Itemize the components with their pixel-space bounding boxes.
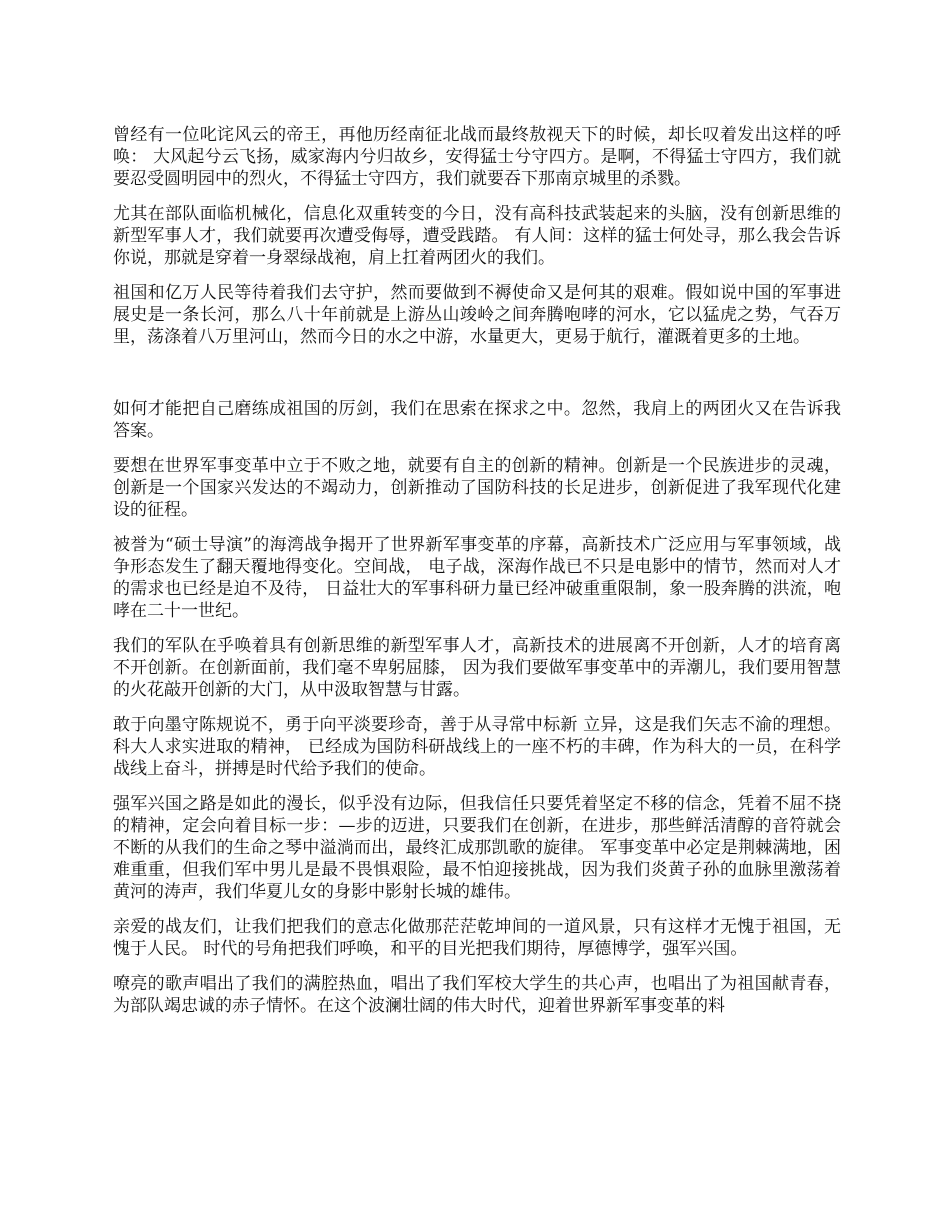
paragraph-4: 如何才能把自己磨练成祖国的厉剑，我们在思索在探求之中。忽然，我肩上的两团火又在告诉我答案。 [113, 399, 841, 441]
paragraph-10: 亲爱的战友们，让我们把我们的意志化做那茫茫乾坤间的一道风景，只有这样才无愧于祖国，无愧于人民。 时代的号角把我们呼唤，和平的目光把我们期待，厚德博学，强军兴国。 [113, 917, 841, 959]
paragraph-6: 被誉为“硕士导演”的海湾战争揭开了世界新军事变革的序幕，高新技术广泛应用与军事领域，战争形态发生了翻天覆地得变化。空间战， 电子战，深海作战已不只是电影中的情节，然而对人才的需求也已经是迫不及待， 日益壮大的军事科研力量已经冲破重重限制，象一股奔腾的洪流，咆哮在二十一世纪。 [113, 535, 841, 621]
paragraph-2: 尤其在部队面临机械化，信息化双重转变的今日，没有高科技武装起来的头脑，没有创新思维的新型军事人才，我们就要再次遭受侮辱，遭受践踏。 有人间：这样的猛士何处寻，那么我会告诉你说，那就是穿着一身翠绿战袍，肩上扛着两团火的我们。 [113, 204, 841, 268]
paragraph-7: 我们的军队在乎唤着具有创新思维的新型军事人才，高新技术的进展离不开创新，人才的培育离不开创新。在创新面前，我们毫不卑躬屈膝， 因为我们要做军事变革中的弄潮儿，我们要用智慧的火花敲开创新的大门，从中汲取智慧与甘露。 [113, 636, 841, 700]
paragraph-1: 曾经有一位叱诧风云的帝王，再他历经南征北战而最终敖视天下的时候，却长叹着发出这样的呼唤： 大风起兮云飞扬，威家海内兮归故乡，安得猛士兮守四方。是啊，不得猛士守四方，我们就要忍受圆明园中的烈火，不得猛士守四方，我们就要吞下那南京城里的杀戮。 [113, 125, 841, 189]
paragraph-8: 敢于向墨守陈规说不，勇于向平淡要珍奇，善于从寻常中标新 立异，这是我们矢志不渝的理想。科大人求实进取的精神， 已经成为国防科研战线上的一座不朽的丰碑，作为科大的一员，在科学战线上奋斗，拼搏是时代给予我们的使命。 [113, 715, 841, 779]
paragraph-9: 强军兴国之路是如此的漫长，似乎没有边际，但我信任只要凭着坚定不移的信念，凭着不屈不挠的精神，定会向着目标一步：—步的迈进，只要我们在创新，在进步，那些鲜活清醇的音符就会不断的从我们的生命之琴中溢淌而出，最终汇成那凯歌的旋律。 军事变革中必定是荆棘满地，困难重重，但我们军中男儿是最不畏惧艰险，最不怕迎接挑战，因为我们炎黄子孙的血脉里激荡着黄河的涛声，我们华夏儿女的身影中影射长城的雄伟。 [113, 794, 841, 902]
document-body [113, 124, 841, 1030]
paragraph-3: 祖国和亿万人民等待着我们去守护，然而要做到不褥使命又是何其的艰难。假如说中国的军事进展史是一条长河，那么八十年前就是上游丛山竣岭之间奔腾咆哮的河水，它以猛虎之势，气吞万里，荡涤着八万里河山，然而今日的水之中游，水量更大，更易于航行，灌溉着更多的土地。 [113, 283, 841, 347]
paragraph-5: 要想在世界军事变革中立于不败之地，就要有自主的创新的精神。创新是一个民族进步的灵魂，创新是一个国家兴发达的不竭动力，创新推动了国防科技的长足进步，创新促进了我军现代化建设的征程。 [113, 456, 841, 520]
paragraph-spacer [113, 361, 841, 398]
paragraph-11: 嘹亮的歌声唱出了我们的满腔热血，唱出了我们军校大学生的共心声，也唱出了为祖国献青春，为部队竭忠诚的赤子情怀。在这个波澜壮阔的伟大时代，迎着世界新军事变革的料 [113, 974, 841, 1016]
